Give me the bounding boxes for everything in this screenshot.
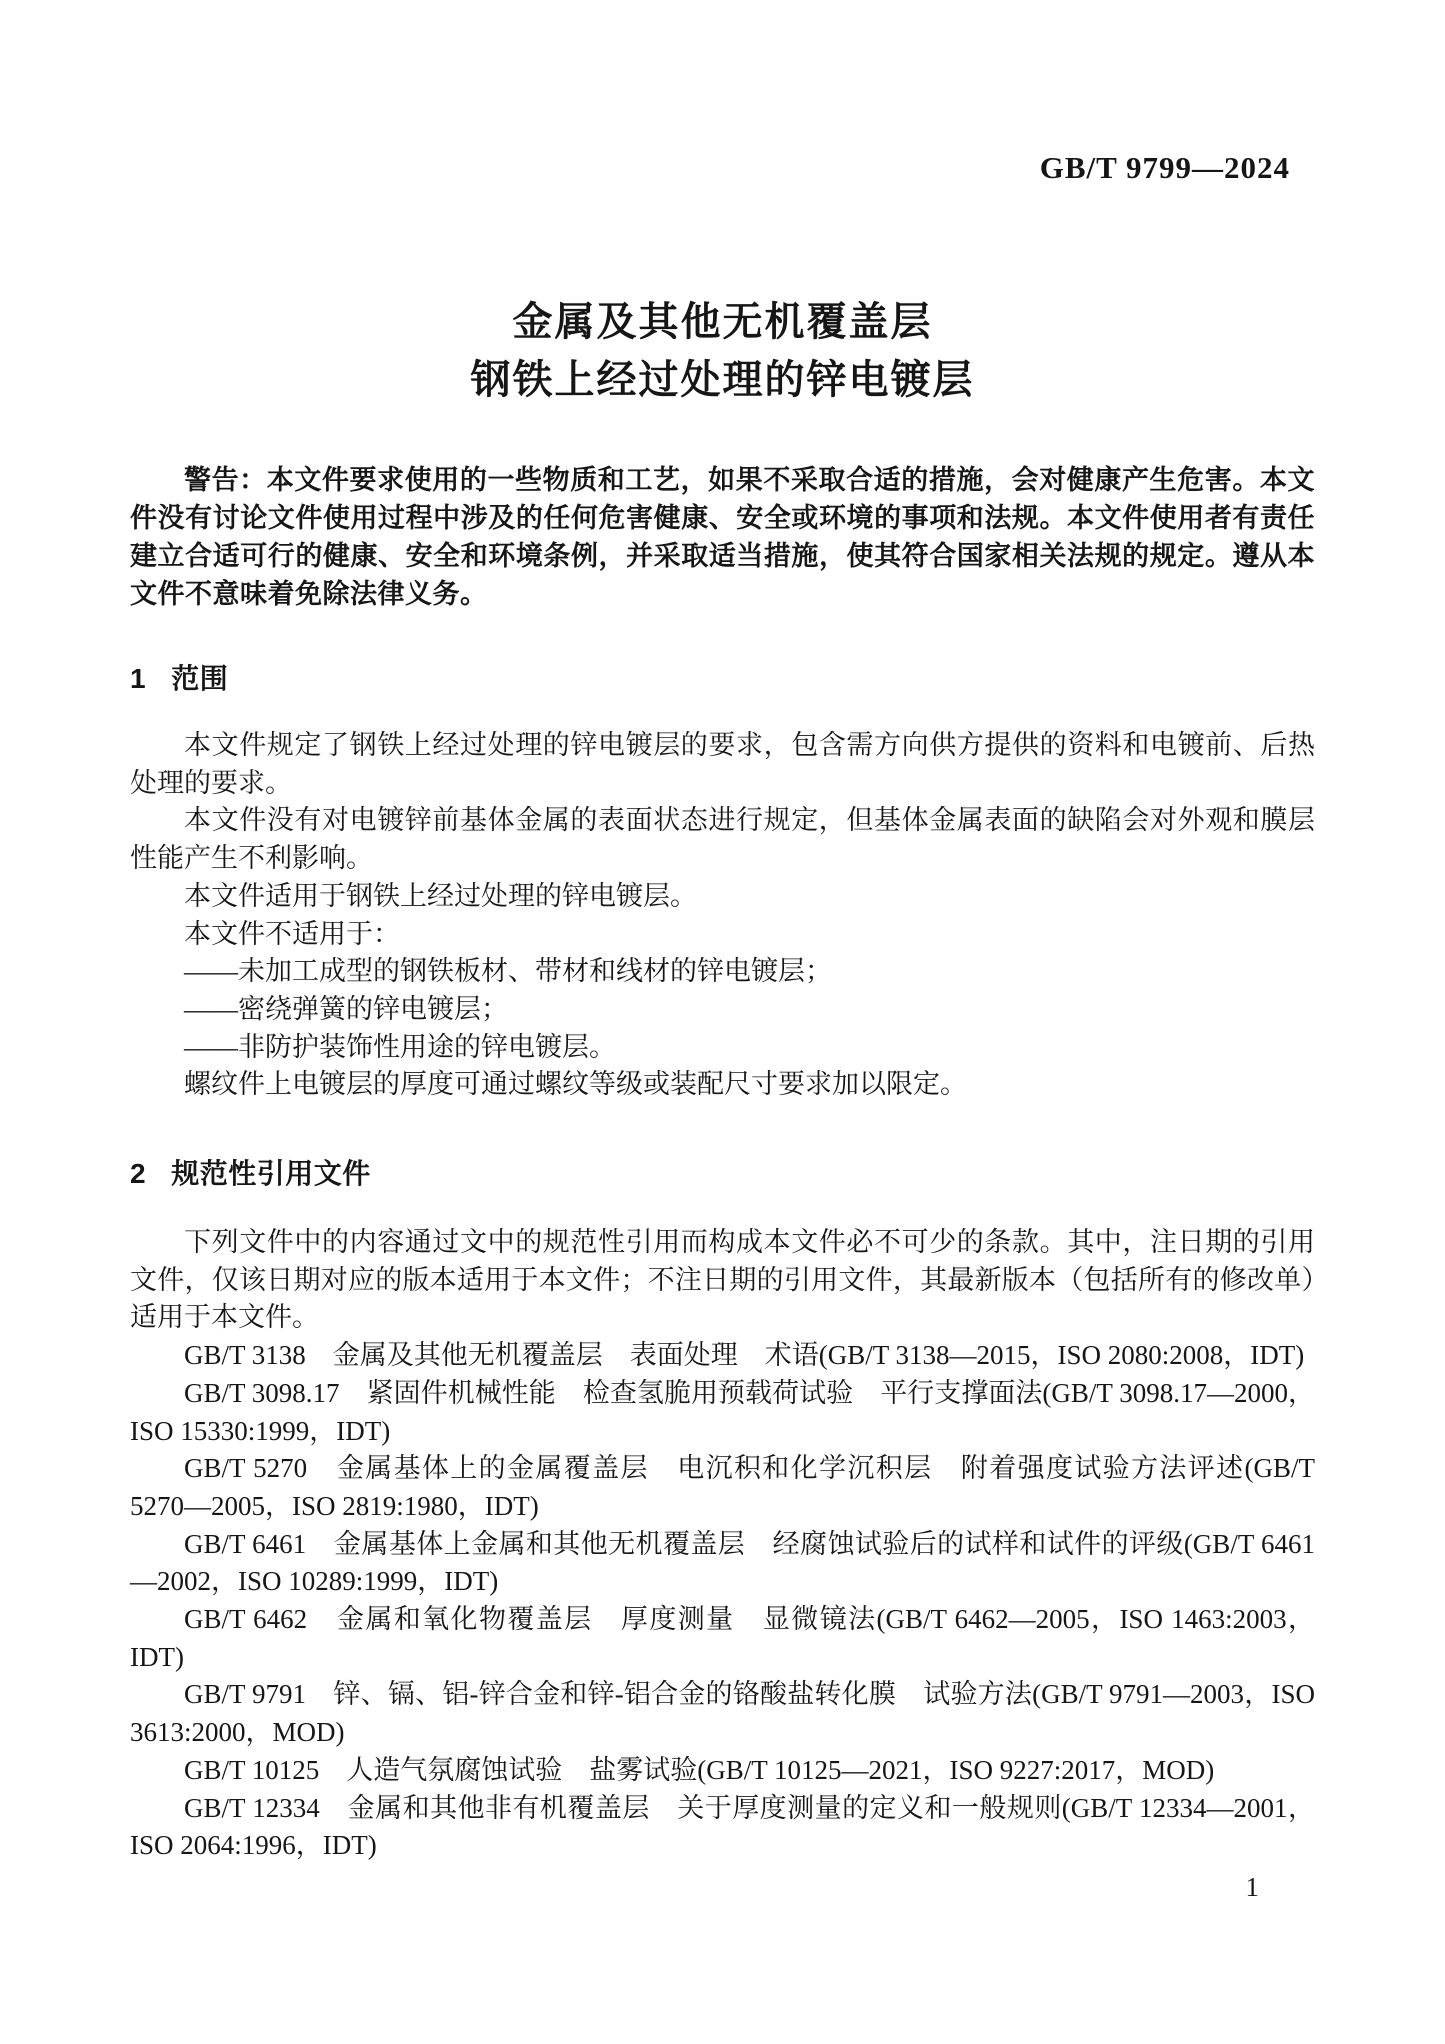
section-2-number: 2 xyxy=(130,1158,147,1190)
scope-paragraph: 本文件没有对电镀锌前基体金属的表面状态进行规定，但基体金属表面的缺陷会对外观和膜层性能产生不利影响。 xyxy=(130,805,1315,874)
section-2-heading xyxy=(130,1154,1315,1194)
standard-number: GB/T 9799—2024 xyxy=(1039,150,1290,185)
reference-item: GB/T 9791 锌、镉、铝-锌合金和锌-铝合金的铬酸盐转化膜 试验方法(GB/T 9791—2003，ISO 3613:2000，MOD) xyxy=(130,1679,1315,1748)
title-line-1: 金属及其他无机覆盖层 xyxy=(512,300,933,344)
page-number: 1 xyxy=(1245,1872,1259,1902)
scope-list-item: ——非防护装饰性用途的锌电镀层。 xyxy=(184,1031,616,1062)
scope-paragraph: 本文件不适用于： xyxy=(184,918,400,949)
reference-item: GB/T 10125 人造气氛腐蚀试验 盐雾试验(GB/T 10125—2021，ISO 9227:2017，MOD) xyxy=(184,1754,1215,1785)
title-line-2: 钢铁上经过处理的锌电镀层 xyxy=(470,358,975,402)
references-intro: 下列文件中的内容通过文中的规范性引用而构成本文件必不可少的条款。其中，注日期的引用文件，仅该日期对应的版本适用于本文件；不注日期的引用文件，其最新版本（包括所有的修改单）适用于本文件。 xyxy=(130,1227,1315,1333)
reference-item: GB/T 3138 金属及其他无机覆盖层 表面处理 术语(GB/T 3138—2015，ISO 2080:2008，IDT) xyxy=(184,1340,1305,1371)
document-header xyxy=(130,0,1315,183)
section-2-body xyxy=(130,1224,1315,1865)
scope-list-item: ——密绕弹簧的锌电镀层； xyxy=(184,993,508,1024)
reference-item: GB/T 5270 金属基体上的金属覆盖层 电沉积和化学沉积层 附着强度试验方法评述(GB/T 5270—2005，ISO 2819:1980，IDT) xyxy=(130,1453,1315,1521)
scope-paragraph: 螺纹件上电镀层的厚度可通过螺纹等级或装配尺寸要求加以限定。 xyxy=(184,1069,967,1100)
section-1-number: 1 xyxy=(130,663,147,694)
section-1-body xyxy=(130,727,1315,1104)
reference-item: GB/T 6462 金属和氧化物覆盖层 厚度测量 显微镜法(GB/T 6462—2005，ISO 1463:2003，IDT) xyxy=(130,1604,1315,1672)
document-title xyxy=(130,293,1315,409)
section-1-heading xyxy=(130,659,1315,699)
reference-item: GB/T 12334 金属和其他非有机覆盖层 关于厚度测量的定义和一般规则(GB/T 12334—2001，ISO 2064:1996，IDT) xyxy=(130,1792,1315,1861)
reference-item: GB/T 3098.17 紧固件机械性能 检查氢脆用预载荷试验 平行支撑面法(GB/T 3098.17—2000，ISO 15330:1999，IDT) xyxy=(130,1377,1315,1446)
scope-paragraph: 本文件适用于钢铁上经过处理的锌电镀层。 xyxy=(184,880,697,911)
scope-paragraph: 本文件规定了钢铁上经过处理的锌电镀层的要求，包含需方向供方提供的资料和电镀前、后热处理的要求。 xyxy=(130,730,1315,798)
section-1-title: 范围 xyxy=(171,663,229,694)
section-2-title: 规范性引用文件 xyxy=(171,1158,371,1190)
scope-list-item: ——未加工成型的钢铁板材、带材和线材的锌电镀层； xyxy=(184,956,832,987)
warning-paragraph: 警告：本文件要求使用的一些物质和工艺，如果不采取合适的措施，会对健康产生危害。本文件没有讨论文件使用过程中涉及的任何危害健康、安全或环境的事项和法规。本文件使用者有责任建立合适可行的健康、安全和环境条例，并采取适当措施，使其符合国家相关法规的规定。遵从本文件不意味着免除法律义务。 xyxy=(130,465,1315,609)
reference-item: GB/T 6461 金属基体上金属和其他无机覆盖层 经腐蚀试验后的试样和试件的评级(GB/T 6461—2002，ISO 10289:1999，IDT) xyxy=(130,1528,1315,1597)
